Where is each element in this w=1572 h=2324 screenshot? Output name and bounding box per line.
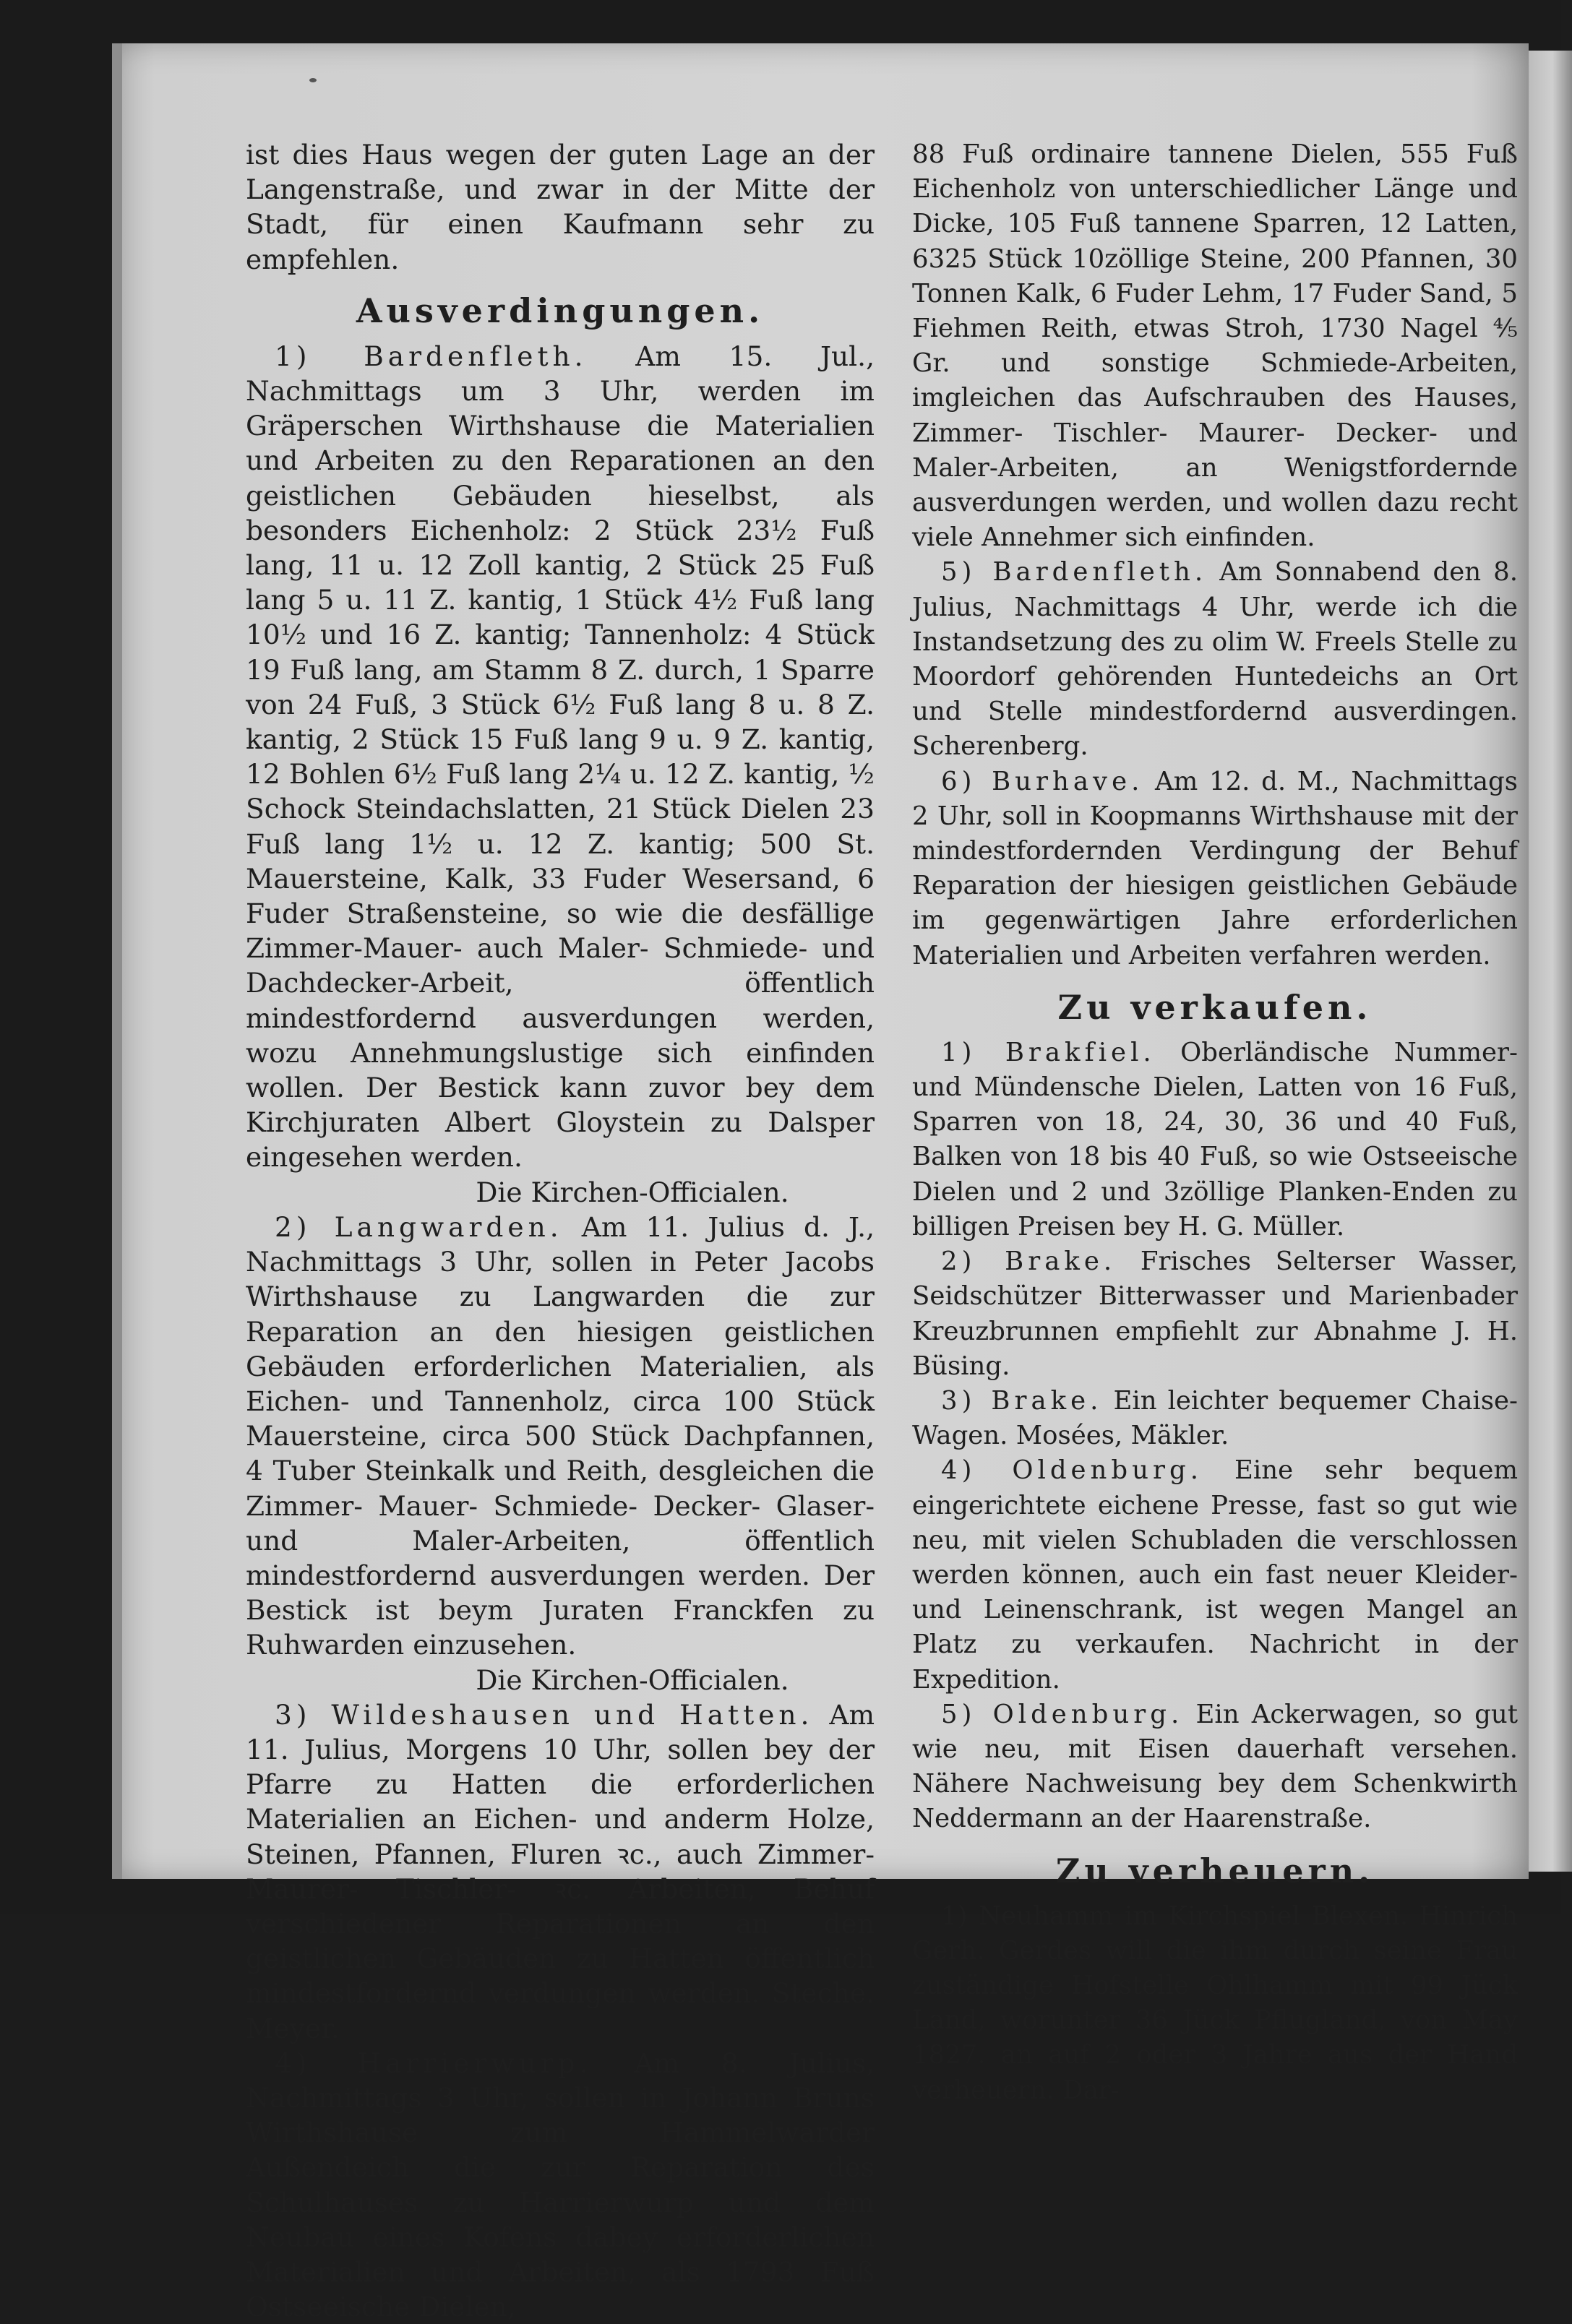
notice-place: 5) Oldenburg. [941, 1699, 1184, 1729]
notice-place: 1) Brakfiel. [941, 1037, 1156, 1067]
notice-place: 4) Oldenburg. [941, 1455, 1203, 1486]
notice-text: Am Sonnabend den 8. Julius, Nachmittags 4 Uhr, werde ich die Instandsetzung des zu olim W. Freels Stelle zu Moordorf gehörenden Huntedeichs an Ort und Stelle mindestfordernd ausverdingen. [912, 557, 1518, 727]
notice-place: 6) Burhave. [941, 766, 1144, 796]
notice-text: Am 15. Jul., Nachmittags um 3 Uhr, werden im Gräperschen Wirthshause die Materialien und Arbeiten zu den Reparationen an den geistlichen Gebäuden hieselbst, als besonders Eichenholz: 2 Stück 23½ Fuß lang, 11 u. 12 Zoll kantig, 2 Stück 25 Fuß lang 5 u. 11 Z. kantig, 1 Stück 4½ Fuß lang 10½ und 16 Z. kantig; Tannenholz: 4 Stück 19 Fuß lang, am Stamm 8 Z. durch, 1 Sparre von 24 Fuß, 3 Stück 6½ Fuß lang 8 u. 8 Z. kantig, 2 Stück 15 Fuß lang 9 u. 9 Z. kantig, 12 Bohlen 6½ Fuß lang 2¼ u. 12 Z. kantig, ½ Schock Steindachslatten, 21 Stück Dielen 23 Fuß lang 1½ u. 12 Z. kantig; 500 St. Mauersteine, Kalk, 33 Fuder Wesersand, 6 Fuder Straßensteine, so wie die desfällige Zimmer-Mauer- auch Maler- Schmiede- und Dachdecker-Arbeit, öffentlich mindestfordernd ausverdungen werden, wozu Annehmungslustige sich einfinden wollen. Der Bestick kann zuvor bey dem Kirchjuraten Albert Gloystein zu Dalsper eingesehen werden. [246, 340, 875, 1174]
sale-item-1 [912, 1036, 1518, 1244]
notice-signature: Scherenberg. [912, 731, 1088, 762]
notice-item-6 [912, 765, 1518, 973]
notice-place: 3) Brake. [941, 1385, 1103, 1416]
notice-text: Am 12. d. M., Nachmittags 2 Uhr, soll in Koopmanns Wirthshause mit der mindestfordernden Verdingung der Behuf Reparation der hiesigen geistlichen Gebäude im gegenwärtigen Jahre erforderlichen Materialien und Arbeiten verfahren werden. [912, 766, 1518, 971]
notice-item-3 [246, 1697, 875, 2046]
sale-item-4 [912, 1453, 1518, 1697]
notice-text: Ein leichter bequemer Chaise-Wagen. [912, 1385, 1518, 1451]
section-heading-zu-verheuern: Zu verheuern. [1055, 1851, 1375, 1890]
notice-place: 1) Neuhamm im Kirchspiel Blexen. [941, 1901, 1409, 1931]
sale-item-2 [912, 1244, 1518, 1384]
notice-signature: Die Kirchen-Officialen. [476, 1664, 789, 1696]
ink-speck [309, 78, 317, 82]
notice-place: 5) Bardenfleth. [941, 557, 1208, 588]
notice-item-2 [246, 1210, 875, 1663]
notice-text: Eine sehr bequem eingerichtete eichene Presse, fast so gut wie neu, mit vielen Schubladen die verschlossen werden können, auch ein fast neuer Kleider- und Leinenschrank, ist wegen Mangel an Platz zu verkaufen. Nachricht in der Expedition. [912, 1455, 1518, 1695]
notice-place: 3) Wildeshausen und Hatten. [275, 1698, 814, 1731]
left-column [246, 137, 875, 2324]
notice-text: Am 11. Julius, Morgens 10 Uhr, sollen bey der Pfarre zu Hatten die erforderlichen Materialien an Eichen- und anderm Holze, Steinen, Pfannen, Fluren ꝛc., auch Zimmer- Maurer- Tischler- ꝛc. Arbeiten, Behuf verschiedener Reparationen an den geistlichen Gebäuden zu Hatten öffentlich mindestfordernd verdungen werden. [246, 1698, 875, 2010]
continued-paragraph: 88 Fuß ordinaire tannene Dielen, 555 Fuß Eichenholz von unterschiedlicher Länge und Dicke, 105 Fuß tannene Sparren, 12 Latten, 6325 Stück 10zöllige Steine, 200 Pfannen, 30 Tonnen Kalk, 6 Fuder Lehm, 17 Fuder Sand, 5 Fiehmen Reith, etwas Stroh, 1730 Nagel ⅘ Gr. und sonstige Schmiede-Arbeiten, imgleichen das Aufschrauben des Hauses, Zimmer- Tischler- Maurer- Decker- und Maler-Arbeiten, an Wenigstfordernde ausverdungen werden, und wollen dazu recht viele Annehmer sich einfinden. [912, 139, 1518, 553]
notice-item-4 [246, 2046, 875, 2324]
notice-text: Am 8. Julius, Nachmittags 3 Uhr, sollen in Johann Bruns Wirthshause zum Hammelwarder Außendeich die zur Reparation des Schulhauses zu Harrierwurp und dem Neubau eines Kofens dabey erforderlichen Materialien und Arbeiten, als 1793 Fuß Ostseeische Dielen, [246, 2047, 875, 2323]
notice-place: 1) Bardenfleth. [275, 340, 588, 372]
notice-place: 2) Langwarden. [275, 1210, 563, 1243]
notice-item-5 [912, 555, 1518, 764]
notice-place: 2) Brake. [941, 1247, 1117, 1277]
sale-item-3 [912, 1384, 1518, 1453]
sale-item-5 [912, 1697, 1518, 1837]
notice-signature: Die Kirchen-Officialen. [476, 1176, 789, 1208]
notice-text: Oberländische Nummer- und Mündensche Dielen, Latten von 16 Fuß, Sparren von 18, 24, 30, 36 und 40 Fuß, Balken von 18 bis 40 Fuß, so wie Ostseeische Dielen und 2 und 3zöllige Planken-Enden zu billigen Preisen bey [912, 1037, 1518, 1241]
notice-text: Ein Ackerwagen, so gut wie neu, mit Eisen dauerhaft versehen. Nähere Nachweisung bey dem Schenkwirth Neddermann an der Haarenstraße. [912, 1699, 1519, 1834]
section-heading-zu-verkaufen: Zu verkaufen. [1057, 987, 1373, 1027]
notice-signature: H. G. Müller. [1177, 1211, 1345, 1241]
right-column [912, 137, 1518, 2108]
notice-item-1 [246, 339, 875, 1175]
notice-signature: J. H. Büsing. [912, 1316, 1518, 1381]
notice-place: 4) Harrierwurp. [275, 2047, 593, 2079]
section-heading-ausverdingungen: Ausverdingungen. [356, 290, 765, 330]
rent-item-1 [912, 1899, 1518, 2108]
notice-signature: Steche. Meyer. [246, 1977, 875, 2044]
notice-text: Hinrich Gerh. Gerdes will die ihm durch seine Frau zuständige Hofstelle Ohlhamm mit 99 Jück Land, worunter 36 Jück Pflugland, von May 1827. an auf 2 oder 3 Jahre aus der Hand verheuern. Dar- [912, 1901, 1518, 2105]
page-gutter-shadow [112, 43, 122, 1879]
notice-text: Frisches Selterser Wasser, Seidschützer Bitterwasser und Marienbader Kreuzbrunnen empfiehlt zur Abnahme [912, 1247, 1518, 1346]
intro-paragraph: ist dies Haus wegen der guten Lage an der Langenstraße, und zwar in der Mitte der Stadt, für einen Kaufmann sehr zu empfehlen. [246, 139, 875, 275]
notice-text: Am 11. Julius d. J., Nachmittags 3 Uhr, sollen in Peter Jacobs Wirthshause zu Langwarden die zur Reparation an den hiesigen geistlichen Gebäuden erforderlichen Materialien, als Eichen- und Tannenholz, circa 100 Stück Mauersteine, circa 500 Stück Dachpfannen, 4 Tuber Steinkalk und Reith, desgleichen die Zimmer- Mauer- Schmiede- Decker- Glaser- und Maler-Arbeiten, öffentlich mindestfordernd ausverdungen werden. Der Bestick ist beym Juraten Franckfen zu Ruhwarden einzusehen. [246, 1210, 875, 1661]
notice-signature: Mosées, Mäkler. [1015, 1421, 1229, 1451]
